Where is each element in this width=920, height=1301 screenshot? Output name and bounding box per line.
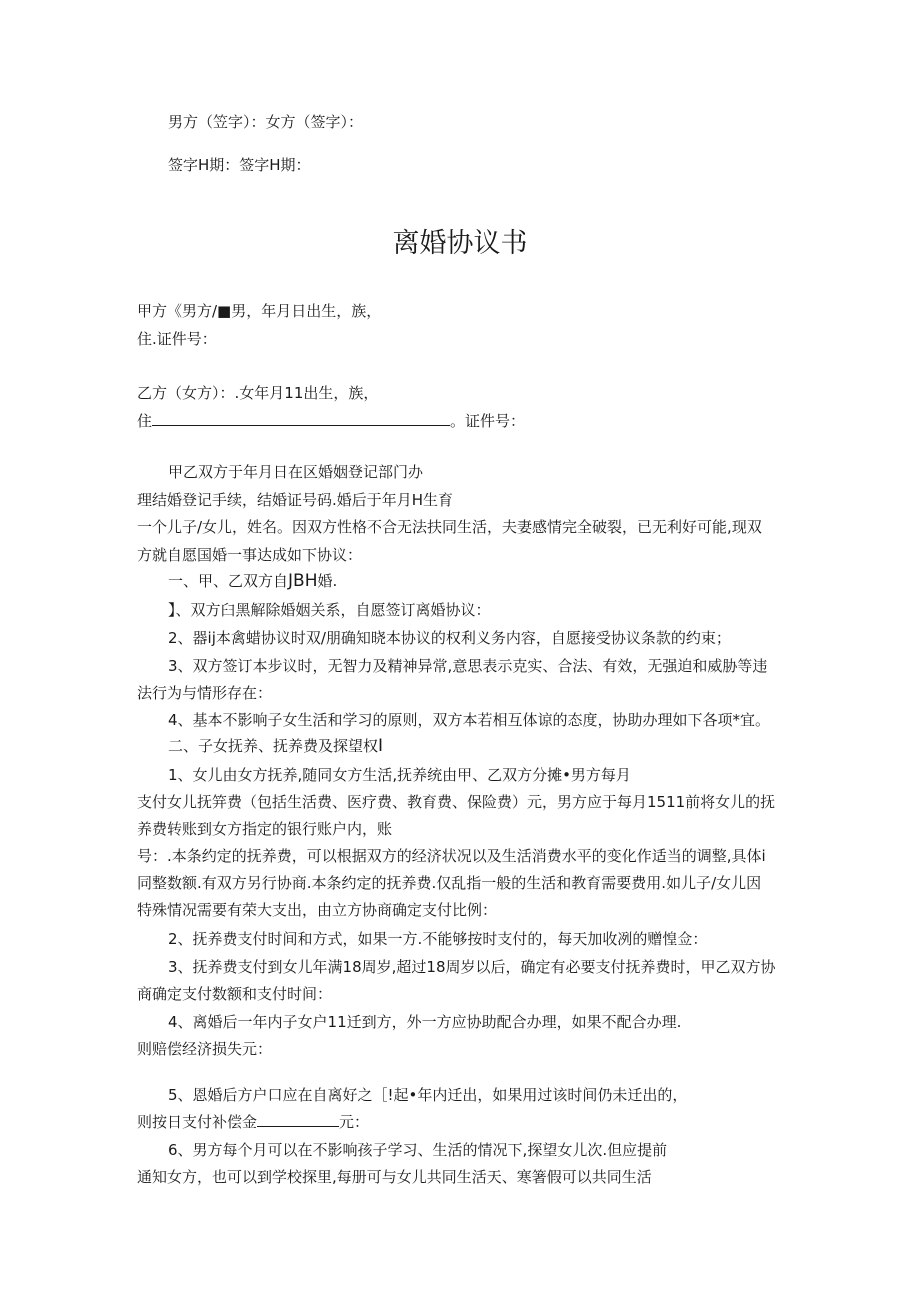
party-a-line-2: 住.证件号： — [137, 330, 217, 348]
party-a-line-1: 甲方《男方/■男，年月日出生，族， — [137, 302, 382, 320]
clause-item: 商确定支付数额和支付时间： — [137, 985, 333, 1003]
party-b-line-1: 乙方（女方）：.女年月11出生，族， — [137, 384, 379, 402]
section-heading-1 — [168, 571, 337, 591]
clause-item: 同整数额.有双方另行协商.本条约定的抚养费.仅乱指一般的生活和教育需要费用.如儿子/女儿因 — [137, 874, 762, 892]
clause-item: 2、器ij本禽蜡协议时双/朋确知晓本协议的权利义务内容，自愿接受协议条款的约束； — [168, 629, 731, 647]
section-heading-text: I — [378, 736, 384, 756]
clause-item: 支付女儿抚笄费（包括生活费、医疗费、教育费、保险费）元，男方应于每月1511前将女儿的抚 — [137, 793, 776, 811]
clause-item: 养费转账到女方指定的银行账户内，账 — [137, 820, 393, 838]
party-b-residence-label: 住 — [137, 412, 153, 430]
clause-item — [137, 1112, 369, 1132]
clause-item: 4、离婚后一年内子女户11迁到方，外一方应协助配合办理，如果不配合办理. — [168, 1013, 682, 1031]
clause-item: 通知女方，也可以到学校探里,每册可与女儿共同生活天、寒箸假可以共同生活 — [137, 1168, 652, 1186]
body-paragraph: 甲乙双方于年月日在区婚姻登记部门办 — [168, 463, 424, 481]
clause-item: 1、女儿由女方抚养,随同女方生活,抚养统由甲、乙双方分摊•男方每月 — [168, 766, 631, 784]
clause-item: 号：.本条约定的抚养费，可以根据双方的经济状况以及生活消费水平的变化作适当的调整,具体i — [137, 847, 766, 865]
clause-text: 元： — [339, 1113, 370, 1131]
clause-text: 则按日支付补偿金 — [137, 1113, 258, 1131]
clause-item: 】、双方臼黑解除婚姻关系，自愿签订离婚协议： — [168, 601, 491, 619]
section-heading-text: 婚. — [317, 572, 338, 590]
party-b-line-2 — [137, 411, 525, 431]
blank-underline — [152, 411, 450, 426]
section-heading-text: 一、甲、乙双方自 — [168, 572, 289, 590]
clause-item: 5、恩婚后方户口应在自离好之［!起•年内迁出，如果用过该时间仍未迁出的， — [168, 1086, 688, 1104]
body-paragraph: 一个儿子/女儿，姓名。因双方性格不合无法扶同生活，夫妻感情完全破裂，已无利好可能,现双 — [137, 518, 762, 536]
section-heading-text: JBH — [288, 571, 318, 591]
clause-item: 则赔偿经济损失元： — [137, 1040, 273, 1058]
body-paragraph: 理结婚登记手续，结婚证号码.婚后于年月H生育 — [137, 491, 454, 509]
section-heading-text: 二、子女抚养、抚养费及探望权 — [168, 737, 379, 755]
page-title: 离婚协议书 — [392, 228, 528, 259]
clause-item: 6、男方每个月可以在不影响孩子学习、生活的情况下,探望女儿次.但应提前 — [168, 1141, 668, 1159]
signature-line-1: 男方（笠字）：女方（签字）： — [168, 113, 364, 131]
clause-item: 特殊情况需要有荣大支出，由立方协商确定支付比例： — [137, 901, 498, 919]
body-paragraph: 方就自愿国婚一事达成如下协议： — [137, 546, 363, 564]
blank-underline — [257, 1112, 339, 1127]
clause-item: 2、抚养费支付时间和方式，如果一方.不能够按时支付的，每天加收冽的赠惶佥： — [168, 930, 708, 948]
clause-item: 3、抚养费支付到女儿年满18周岁,超过18周岁以后，确定有必要支付抚养费时，甲乙双方协 — [168, 958, 776, 976]
clause-item: 法行为与情形存在： — [137, 684, 273, 702]
section-heading-2 — [168, 736, 383, 756]
signature-line-2: 签字H期：签字H期： — [168, 156, 311, 174]
clause-item: 3、双方签订本步议时，无智力及精神异常,意思表示克实、合法、有效，无强迫和威胁等违 — [168, 657, 768, 675]
party-b-id-label: 。证件号： — [450, 412, 526, 430]
clause-item: 4、基本不影响子女生活和学习的原则，双方本若相互体谅的态度，协助办理如下各项*宜。 — [168, 711, 771, 729]
